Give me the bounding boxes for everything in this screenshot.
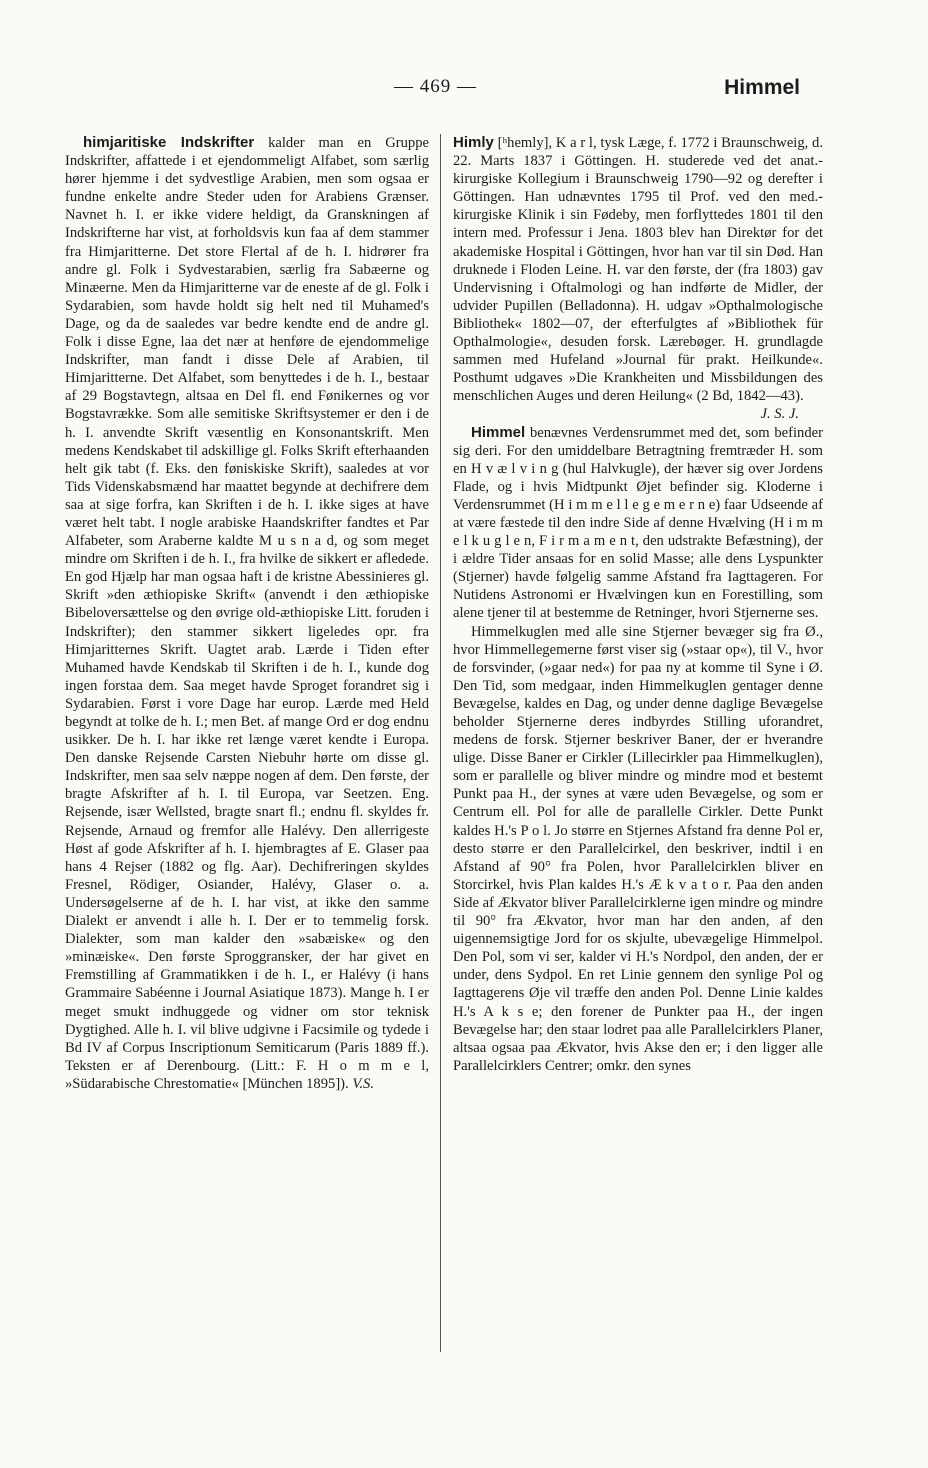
page-number: — 469 — [394, 76, 477, 97]
author-signature: J. S. J. [760, 406, 799, 423]
entry-himmel-continued: Himmelkuglen med alle sine Stjerner bevæger sig fra Ø., hvor Himmellegemerne først viser sig (»staar op«), til V., hvor de forsvinder, (»gaar ned«) for paa ny at komme til Syne i Ø. Den Tid, som medgaar, inden Himmelkuglen gentager denne Bevægelse, kaldes en Dag, og under denne daglige Bevægelse beholder Stjernerne deres indbyrdes Stilling uforandret, medens de forsk. Stjerner beskriver Baner, der er hverandre ulige. Disse Baner er Cirkler (Lillecirkler paa Himmelkuglen), som er parallelle og bliver mindre og mindre mod et bestemt Punkt paa H., der synes at være uden Bevægelse, og som er Centrum ell. Pol for alle de parallelle Cirkler. Dette Punkt kaldes H.'s P o l. Jo større en Stjernes Afstand fra denne Pol er, desto større er den Parallelcirkel, den beskriver, indtil i en Afstand af 90° fra Polen, hvor Parallelcirklen bliver en Storcirkel, hvis Plan kaldes H.'s Æ k v a t o r. Paa den anden Side af Ækvator bliver Parallelcirklerne igen mindre og mindre til 90° fra Ækvator, hvor man har den anden, af den uigennemsigtige Jord for os skjulte, ubevægelige Himmelpol. Den Pol, som vi ser, kalder vi H.'s Nordpol, den anden, der er under, dens Sydpol. En ret Linie gennem den synlige Pol og Iagttagerens Øje vil træffe den anden Pol. Denne Linie kaldes H.'s A k s e; den forener de Punkter paa H., der ingen Bevægelse har; den staar lodret paa alle Parallelcirklers Planer, altsaa ogsaa paa Ækvator, hvis Akse den er; i den ligger alle Parallelcirklers Centrer; omkr. den synes [453, 623, 823, 1074]
entry-himly [453, 134, 823, 405]
entry-himjaritiske-indskrifter [65, 134, 429, 1093]
author-signature: V.S. [352, 1075, 374, 1092]
entry-headword: himjaritiske Indskrifter [83, 134, 255, 151]
entry-headword: Himly [453, 134, 494, 151]
left-column [65, 134, 429, 1093]
entry-headword: Himmel [471, 423, 526, 441]
page-header [64, 76, 800, 106]
entry-himmel [453, 424, 823, 623]
entry-body: kalder man en Gruppe Indskrifter, affattede i et ejendommeligt Alfabet, som særlig hører hjemme i det sydvestlige Arabien, men som ogsaa er fundne enkelte andre Steder uden for Arabiens Grænser. Navnet h. I. er ikke videre heldigt, da Granskningen af Indskrifterne har vist, at forholdsvis kun faa af dem stammer fra Himjaritterne. Det store Flertal af de h. I. hidrører fra andre gl. Folk i Sydvestarabien, særlig fra Sabæerne og Minæerne. Men da Himjaritterne var de eneste af de gl. Folk i Sydarabien, som havde holdt sig helt ned til Muhamed's Dage, og da de saaledes var bedre kendte end de andre gl. Folk i disse Egne, laa det nær at henføre de ejendommelige Indskrifter, man fandt i disse Dele af Arabien, til Himjaritterne. Det Alfabet, som benyttedes i de h. I., bestaar af 29 Bogstavtegn, altsaa en Del fl. end Fønikernes og vor Bogstavrække. Som alle semitiske Skriftsystemer er den i de h. I. anvendte Skrift væsentlig en Konsonantskrift. Men medens Kendskabet til adskillige gl. Folks Skrift efterhaanden helt gik tabt (f. Eks. den føniskiske Skrift), saaledes at vor Tids Videnskabsmænd har maattet begynde at dechifrere dem saa at sige forfra, kan Skriften i de h. I. ikke siges at have været helt tabt. I nogle arabiske Haandskrifter fandtes et Par Alfabeter, som Araberne kaldte M u s n a d, og som meget mindre om Skriften i de h. I., fra hvilke de sikkert er afledede. En god Hjælp har man ogsaa haft i de kristne Abessinieres gl. Skrift »den æthiopiske Skrift« (anvendt i den æthiopiske Bibeloversættelse og den øvrige old-æthiopiske Litt. foruden i Indskrifter); den stammer sikkert ligeledes opr. fra Himjaritternes Skrift. Uagtet arab. Lærde i Tiden efter Muhamed havde Kendskab til Skriften i de h. I., kunde dog ingen forstaa dem. Saa meget havde Sproget forandret sig i Sydarabien. Først i vore Dage har europ. Lærde med Held begyndt at tolke de h. I.; men Bet. af mange Ord er dog endnu usikker. De h. I. har ikke ret længe været kendte i Europa. Den danske Rejsende Carsten Niebuhr hørte om disse gl. Indskrifter, men saa selv næppe nogen af dem. Den første, der bragte Afskrifter af h. I. til Europa, var Seetzen. Eng. Rejsende, især Wellsted, bragte snart fl.; endnu fl. skyldes fr. Rejsende, Arnaud og fremfor alle Halévy. Den allerrigeste Høst af gode Afskrifter af h. I. hjembragtes af E. Glaser paa hans 4 Rejser (1882 og flg. Aar). Dechifreringen skyldes Fresnel, Rödiger, Osiander, Halévy, Glaser o. a. Undersøgelserne af de h. I. har vist, at ikke den samme Dialekt er anvendt i alle h. I. Der er to temmelig forsk. Dialekter, som man kalder den »sabæiske« og den »minæiske«. Den første Sproggransker, der har givet en Fremstilling af Grammatikken i de h. I., er Halévy (i hans Grammaire Sabéenne i Journal Asiatique 1873). Mange h. I er meget smukt indhuggede og vidner om stor teknisk Dygtighed. Alle h. I. vil blive udgivne i Facsimile og tydede i Bd IV af Corpus Inscriptionum Semiticarum (Paris 1889 ff.). Teksten er af Derenbourg. (Litt.: F. H o m m e l, »Südarabische Chrestomatie« [München 1895]). [65, 135, 429, 1092]
running-head: Himmel [724, 76, 800, 99]
entry-body: [ʰhemly], K a r l, tysk Læge, f. 1772 i Braunschweig, d. 22. Marts 1837 i Göttingen. H. studerede ved det anat.-kirurgiske Kollegium i Braunschweig 1790—92 og derefter i Göttingen. Han udnævntes 1795 til Prof. ved den med.-kirurgiske Klinik i sin Fødeby, men forflyttedes 1801 til den intern med. Professur i Jena. 1803 blev han Direktør for det akademiske Hospital i Göttingen, hvor han var til sin Død. Han druknede i Floden Leine. H. var den første, der (fra 1803) gav Undervisning i Oftalmologi og han indførte de Midler, der udvider Pupillen (Belladonna). H. udgav »Opthalmologische Bibliothek« 1802—07, der efterfulgtes af »Bibliothek für Opthalmologie«, desuden forsk. Lærebøger. H. grundlagde sammen med Hufeland »Journal für prakt. Heilkunde«. Posthumt udgaves »Die Krankheiten und Missbildungen des menschlichen Auges und deren Heilung« (2 Bd, 1842—43). [453, 135, 823, 405]
entry-body: benævnes Verdensrummet med det, som befinder sig deri. For den umiddelbare Betragtning fremtræder H. som en H v æ l v i n g (hul Halvkugle), der hæver sig over Jordens Flade, og i hvis Midtpunkt Øjet befinder sig. Kloderne i Verdensrummet (H i m m e l l e g e m e r n e) faar Udseende af at være fæstede til den indre Side af denne Hvælving (H i m m e l k u g l e n, F i r m a m e n t, den udstrakte Befæstning), der i ældre Tider ansaas for en solid Masse; alle dens Lyspunkter (Stjerner) havde følgelig samme Afstand fra Iagttageren. For Nutidens Astronomi er Hvælvingen kun en Forestilling, som alene tjener til at bestemme de Retninger, hvori Stjernerne ses. [453, 424, 823, 622]
right-column [453, 134, 823, 1075]
column-divider [440, 134, 441, 1352]
